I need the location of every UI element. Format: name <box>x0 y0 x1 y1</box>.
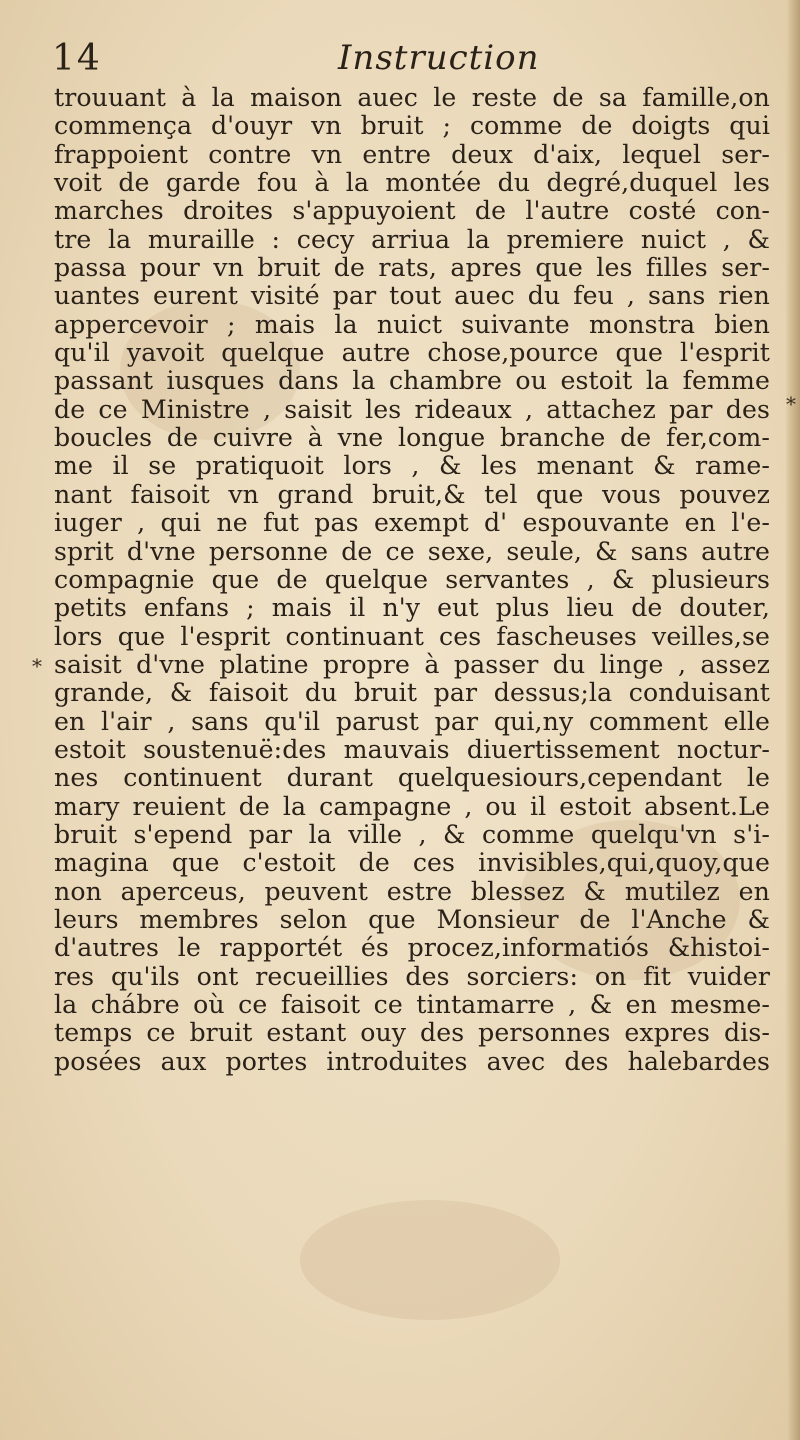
text-line: bruit s'epend par la ville , & comme quelqu'vn s'i- <box>54 819 770 849</box>
text-line: frappoient contre vn entre deux d'aix, lequel ser- <box>54 139 770 169</box>
text-line: tre la muraille : cecy arriua la premiere nuict , & <box>54 224 770 254</box>
page-edge-shadow <box>786 0 800 1440</box>
body-text <box>54 84 770 1076</box>
text-line: nes continuent durant quelquesiours,cependant le <box>54 763 770 793</box>
text-line: uantes eurent visité par tout auec du feu , sans rien <box>54 281 770 311</box>
text-line: passa pour vn bruit de rats, apres que les filles ser- <box>54 253 770 283</box>
text-line: me il se pratiquoit lors , & les menant & rame- <box>54 451 770 481</box>
text-line: temps ce bruit estant ouy des personnes expres dis- <box>54 1018 770 1048</box>
text-line: boucles de cuivre à vne longue branche de fer,com- <box>54 423 770 453</box>
running-title: Instruction <box>338 38 540 78</box>
text-line: appercevoir ; mais la nuict suivante monstra bien <box>54 309 770 339</box>
margin-mark: * <box>786 392 796 416</box>
text-line: nant faisoit vn grand bruit,& tel que vous pouvez <box>54 479 770 509</box>
text-line: grande, & faisoit du bruit par dessus;la conduisant <box>54 678 770 708</box>
text-line: voit de garde fou à la montée du degré,duquel les <box>54 168 770 198</box>
text-line: res qu'ils ont recueillies des sorciers: on fit vuider <box>54 961 770 991</box>
text-line: posées aux portes introduites avec des halebardes <box>54 1046 770 1076</box>
text-line: compagnie que de quelque servantes , & plusieurs <box>54 564 770 594</box>
text-line: leurs membres selon que Monsieur de l'Anche & <box>54 904 770 934</box>
text-line: non aperceus, peuvent estre blessez & mutilez en <box>54 876 770 906</box>
text-line: sprit d'vne personne de ce sexe, seule, & sans autre <box>54 536 770 566</box>
text-line: en l'air , sans qu'il parust par qui,ny comment elle <box>54 706 770 736</box>
text-line: mary reuient de la campagne , ou il estoit absent.Le <box>54 791 770 821</box>
text-line: trouuant à la maison auec le reste de sa famille,on <box>54 83 770 112</box>
page-header <box>0 38 800 88</box>
text-line: lors que l'esprit continuant ces fascheuses veilles,se <box>54 621 770 651</box>
text-line: commença d'ouyr vn bruit ; comme de doigts qui <box>54 111 770 141</box>
page-number: 14 <box>52 38 102 79</box>
text-line: passant iusques dans la chambre ou estoit la femme <box>54 366 770 396</box>
text-line: la chábre où ce faisoit ce tintamarre , & en mesme- <box>54 990 770 1019</box>
text-line: d'autres le rapportét és procez,informatiós &histoi- <box>54 933 770 963</box>
text-line: saisit d'vne platine propre à passer du linge , assez <box>54 649 770 679</box>
text-line: iuger , qui ne fut pas exempt d' espouvante en l'e- <box>54 508 770 538</box>
text-line: estoit soustenuë:des mauvais diuertissement noctur- <box>54 734 770 764</box>
text-line: petits enfans ; mais il n'y eut plus lieu de douter, <box>54 593 770 623</box>
text-line: marches droites s'appuyoient de l'autre costé con- <box>54 196 770 226</box>
text-line: de ce Ministre , saisit les rideaux , attachez par des <box>54 394 770 424</box>
margin-mark: * <box>32 654 42 678</box>
text-line: qu'il yavoit quelque autre chose,pource que l'esprit <box>54 338 770 368</box>
text-line: magina que c'estoit de ces invisibles,qui,quoy,que <box>54 848 770 878</box>
paper-stain <box>300 1200 560 1320</box>
